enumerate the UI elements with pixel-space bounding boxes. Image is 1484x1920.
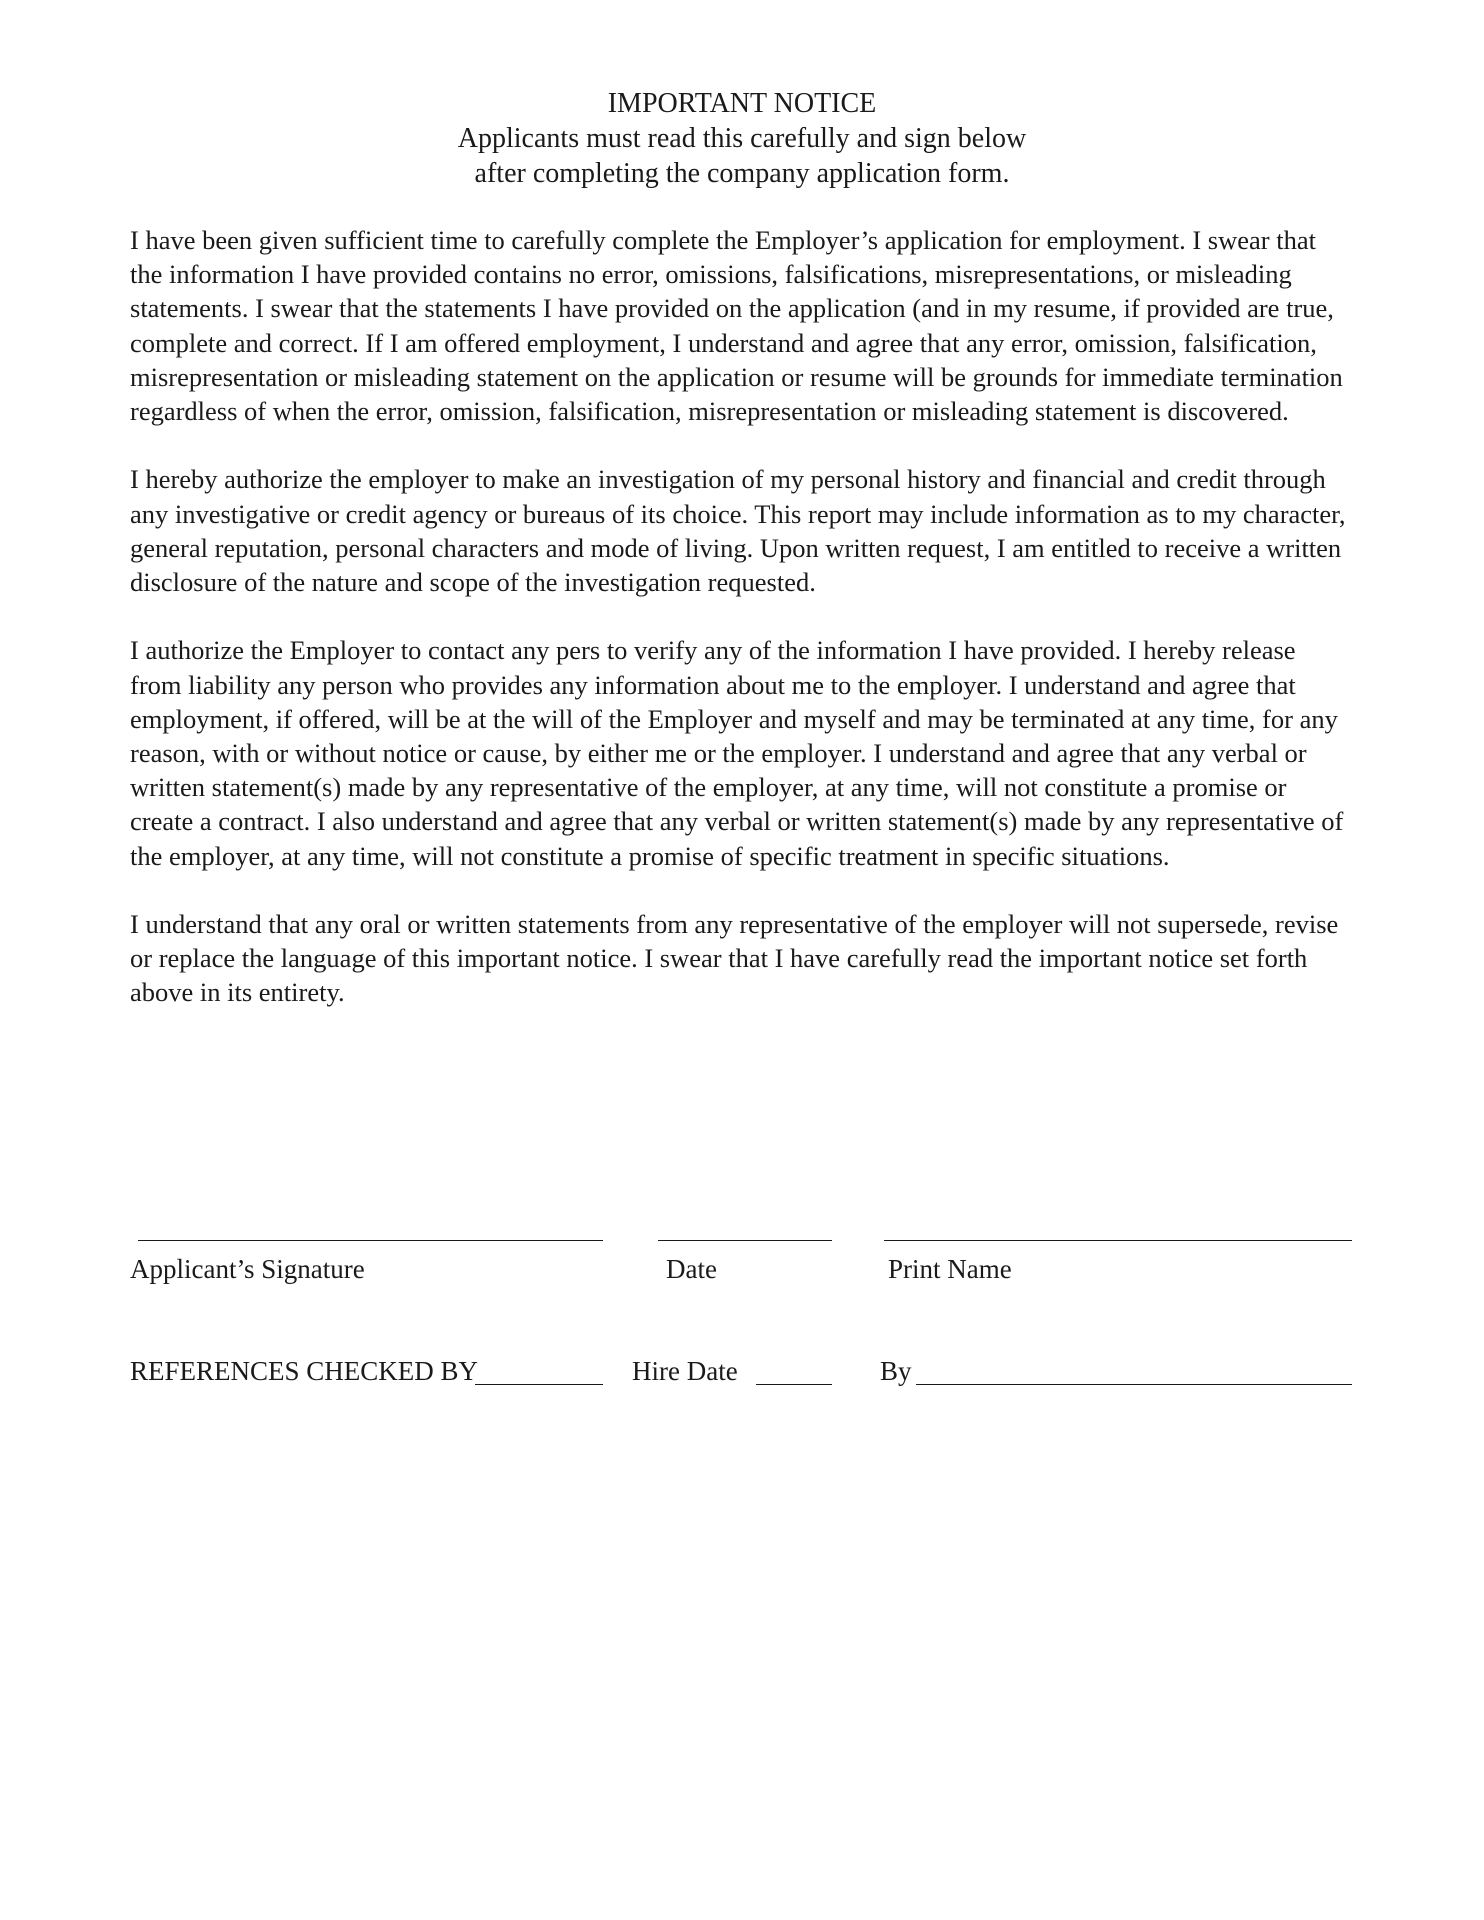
applicant-signature-line[interactable]: [138, 1240, 603, 1241]
by-line[interactable]: [916, 1384, 1352, 1385]
notice-subtitle-line-2: after completing the company application form.: [474, 158, 1010, 189]
paragraph-accuracy: I have been given sufficient time to carefully complete the Employer’s application for employment. I swear that the information I have provided contains no error, omissions, falsifications, misrepresentations, or misleading statements. I swear that the statements I have provided on the application (and in my resume, if provided are true, complete and correct. If I am offered employment, I understand and agree that any error, omission, falsification, misrepresentation or misleading statement on the application or resume will be grounds for immediate termination regardless of when the error, omission, falsification, misrepresentation or misleading statement is discovered.: [130, 225, 1343, 427]
paragraph-investigation: I hereby authorize the employer to make an investigation of my personal history and financial and credit through any investigative or credit agency or bureaus of its choice. This report may include information as to my character, general reputation, personal characters and mode of living. Upon written request, I am entitled to receive a written disclosure of the nature and scope of the investigation requested.: [130, 464, 1346, 598]
date-line[interactable]: [658, 1240, 832, 1241]
hire-date-label: Hire Date: [632, 1356, 738, 1386]
print-name-label: Print Name: [888, 1254, 1012, 1284]
print-name-line[interactable]: [884, 1240, 1352, 1241]
applicant-signature-label: Applicant’s Signature: [130, 1254, 365, 1284]
notice-title: IMPORTANT NOTICE: [607, 88, 877, 119]
references-checked-line[interactable]: [475, 1384, 603, 1385]
paragraph-acknowledgement: I understand that any oral or written statements from any representative of the employer will not supersede, revise or replace the language of this important notice. I swear that I have carefully read the important notice set forth above in its entirety.: [130, 909, 1339, 1008]
date-label: Date: [666, 1254, 717, 1284]
hire-date-line[interactable]: [756, 1384, 832, 1385]
paragraph-authorization: I authorize the Employer to contact any pers to verify any of the information I have provided. I hereby release from liability any person who provides any information about me to the employer. I understand and agree that employment, if offered, will be at the will of the Employer and myself and may be terminated at any time, for any reason, with or without notice or cause, by either me or the employer. I understand and agree that any verbal or written statement(s) made by any representative of the employer, at any time, will not constitute a promise or create a contract. I also understand and agree that any verbal or written statement(s) made by any representative of the employer, at any time, will not constitute a promise of specific treatment in specific situations.: [130, 635, 1344, 871]
notice-subtitle-line-1: Applicants must read this carefully and sign below: [457, 123, 1027, 154]
references-checked-label: REFERENCES CHECKED BY: [130, 1356, 479, 1386]
by-label: By: [880, 1356, 912, 1386]
notice-body: [130, 223, 1352, 1044]
notice-header: [0, 86, 1484, 191]
